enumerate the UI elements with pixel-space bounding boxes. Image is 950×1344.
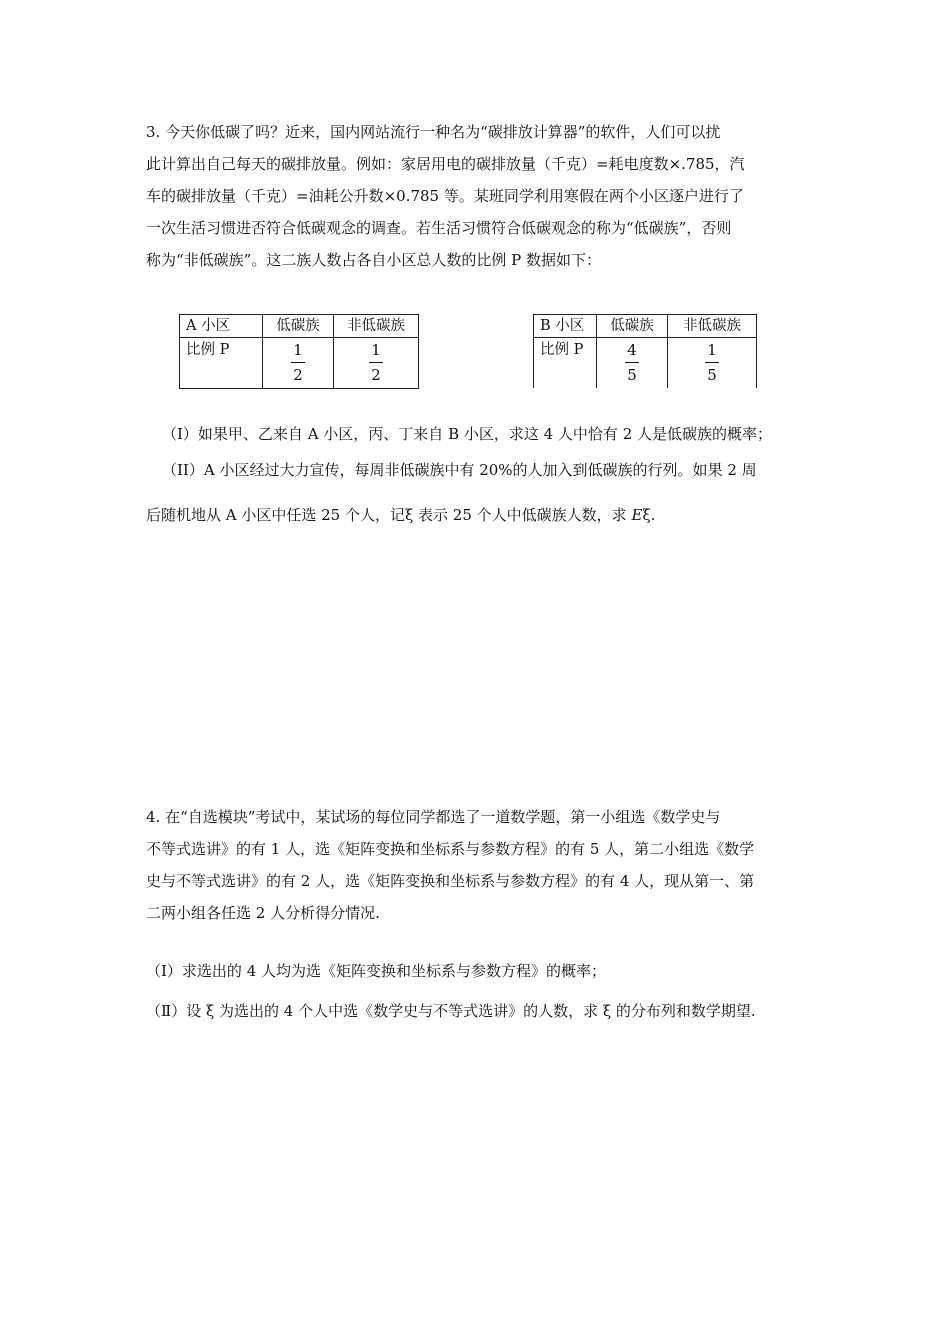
q3-part-1: （I）如果甲、乙来自 A 小区，丙、丁来自 B 小区，求这 4 人中恰有 2 人是低碳族的概率； [162,425,773,443]
table-a [179,314,419,389]
q3-line-4: 一次生活习惯进否符合低碳观念的调查。若生活习惯符合低碳观念的称为“低碳族”，否则 [146,219,732,237]
table-a-low-numerator: 1 [293,341,303,359]
fraction-bar [291,362,305,363]
fraction-bar [705,362,719,363]
table-b-low-numerator: 4 [627,341,637,359]
table-b-header-row [534,315,757,338]
table-a-nonlow-denominator: 2 [371,366,381,384]
table-b [533,314,757,388]
table-b-header-area: B 小区 [534,315,597,338]
expectation-symbol: E [631,506,643,524]
q3-part-2-line-1: （II）A 小区经过大力宣传，每周非低碳族中有 20%的人加入到低碳族的行列。如果 2 周 [162,461,757,479]
q4-paragraph [146,801,808,929]
table-a-nonlow-numerator: 1 [371,341,381,359]
q3-paragraph [146,116,808,276]
table-b-header-low: 低碳族 [597,315,668,338]
q4-line-2: 不等式选讲》的有 1 人，选《矩阵变换和坐标系与参数方程》的有 5 人，第二小组选《数学 [146,840,755,858]
q3-part-2-line-2 [146,504,655,526]
table-b-value-row [534,338,757,389]
q3-line-5: 称为“非低碳族”。这二族人数占各自小区总人数的比例 P 数据如下： [146,251,601,269]
table-b-header-nonlow: 非低碳族 [668,315,757,338]
q3-part-2-text-c: ξ. [642,506,656,524]
q3-line-2: 此计算出自己每天的碳排放量。例如：家居用电的碳排放量（千克）=耗电度数×.785，汽 [146,155,745,173]
table-a-low-denominator: 2 [293,366,303,384]
table-b-nonlow-denominator: 5 [707,366,717,384]
fraction-bar [625,362,639,363]
fraction-bar [369,362,383,363]
q3-part-2-text-b: 表示 25 个人中低碳族人数，求 [413,506,632,524]
q3-line-3: 车的碳排放量（千克）=油耗公升数×0.785 等。某班同学利用寒假在两个小区逐户进行了 [146,187,744,205]
table-a-low-fraction [263,338,334,389]
table-a-header-low: 低碳族 [263,315,334,338]
table-b-row-label: 比例 P [534,338,597,389]
q3-part-2-text-a: 后随机地从 A 小区中任选 25 个人，记 [146,506,405,524]
table-b-low-denominator: 5 [627,366,637,384]
q4-line-3: 史与不等式选讲》的有 2 人，选《矩阵变换和坐标系与参数方程》的有 4 人，现从第一、第 [146,872,755,890]
q4-part-2: （Ⅱ）设 ξ 为选出的 4 个人中选《数学史与不等式选讲》的人数，求 ξ 的分布列和数学期望. [146,1002,756,1020]
q4-line-1: 4. 在“自选模块”考试中，某试场的每位同学都选了一道数学题，第一小组选《数学史与 [146,808,721,826]
table-a-nonlow-fraction [334,338,419,389]
q3-line-1: 3. 今天你低碳了吗？近来，国内网站流行一种名为“碳排放计算器”的软件，人们可以扰 [146,123,721,141]
table-b-nonlow-fraction [668,338,757,389]
table-b-low-fraction [597,338,668,389]
table-a-header-row [180,315,419,338]
xi-symbol: ξ [405,506,414,524]
q4-line-4: 二两小组各任选 2 人分析得分情况. [146,904,380,922]
q4-part-1: （Ⅰ）求选出的 4 人均为选《矩阵变换和坐标系与参数方程》的概率； [146,962,607,980]
table-a-header-nonlow: 非低碳族 [334,315,419,338]
table-b-nonlow-numerator: 1 [707,341,717,359]
table-a-header-area: A 小区 [180,315,263,338]
table-a-row-label: 比例 P [180,338,263,389]
table-a-value-row [180,338,419,389]
